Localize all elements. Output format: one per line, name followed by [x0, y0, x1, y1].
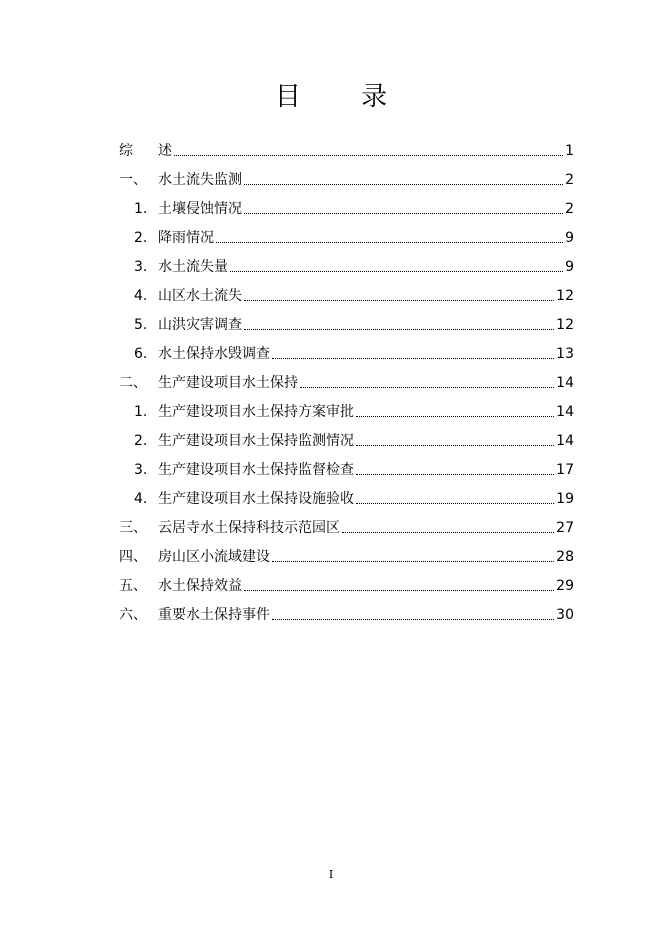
toc-entry[interactable] [119, 190, 574, 219]
toc-entry-number: 6. [134, 346, 148, 362]
toc-entry-label: 山区水土流失 [158, 288, 242, 304]
toc-dot-leader [272, 357, 554, 359]
toc-entry-label: 生产建设项目水土保持监测情况 [158, 433, 354, 449]
toc-entry[interactable] [119, 306, 574, 335]
toc-entry-page: 14 [556, 375, 574, 391]
toc-entry[interactable] [119, 480, 574, 509]
toc-entry-label: 水土流失监测 [158, 172, 242, 188]
toc-entry-number: 三、 [119, 520, 147, 536]
toc-entry[interactable] [119, 567, 574, 596]
toc-entry-page: 14 [556, 404, 574, 420]
toc-entry-number: 六、 [119, 607, 147, 623]
toc-entry-label: 云居寺水土保持科技示范园区 [158, 520, 340, 536]
toc-entry[interactable] [119, 393, 574, 422]
toc-entry-label: 生产建设项目水土保持方案审批 [158, 404, 354, 420]
toc-dot-leader [244, 328, 554, 330]
toc-entry-label: 生产建设项目水土保持监督检查 [158, 462, 354, 478]
toc-entry[interactable] [119, 596, 574, 625]
toc-dot-leader [356, 502, 554, 504]
toc-entry-label: 述 [158, 143, 172, 159]
toc-dot-leader [272, 560, 554, 562]
toc-entry-number: 2. [134, 230, 148, 246]
toc-entry-number: 3. [134, 462, 148, 478]
toc-entry-label: 水土保持效益 [158, 578, 242, 594]
toc-entry-label: 山洪灾害调查 [158, 317, 242, 333]
toc-entry-page: 14 [556, 433, 574, 449]
toc-dot-leader [216, 241, 563, 243]
toc-entry[interactable] [119, 422, 574, 451]
toc-entry-number: 1. [134, 404, 148, 420]
toc-dot-leader [244, 299, 554, 301]
toc-entry-number: 一、 [119, 172, 147, 188]
toc-entry-number: 综 [119, 143, 151, 159]
toc-entry-page: 28 [556, 549, 574, 565]
toc-entry-page: 12 [556, 288, 574, 304]
toc-entry-number: 二、 [119, 375, 147, 391]
toc-dot-leader [244, 183, 563, 185]
toc-entry-page: 12 [556, 317, 574, 333]
toc-entry[interactable] [119, 538, 574, 567]
toc-dot-leader [356, 473, 554, 475]
toc-entry[interactable] [119, 364, 574, 393]
toc-dot-leader [300, 386, 554, 388]
toc-entry-label: 房山区小流域建设 [158, 549, 270, 565]
toc-entry-label: 水土流失量 [158, 259, 228, 275]
toc-entry-page: 29 [556, 578, 574, 594]
toc-entry-number: 1. [134, 201, 148, 217]
toc-entry-number: 2. [134, 433, 148, 449]
toc-entry-label: 土壤侵蚀情况 [158, 201, 242, 217]
toc-entry[interactable] [119, 335, 574, 364]
toc-title: 目 录 [274, 82, 414, 112]
toc-entry[interactable] [119, 277, 574, 306]
toc-entry-number: 3. [134, 259, 148, 275]
toc-dot-leader [356, 415, 554, 417]
toc-entry[interactable] [119, 219, 574, 248]
toc-dot-leader [356, 444, 554, 446]
table-of-contents [119, 132, 574, 625]
toc-entry-page: 1 [565, 143, 574, 159]
toc-entry-label: 重要水土保持事件 [158, 607, 270, 623]
toc-entry[interactable] [119, 248, 574, 277]
toc-entry-page: 9 [565, 230, 574, 246]
toc-entry-number: 五、 [119, 578, 147, 594]
toc-entry[interactable] [119, 161, 574, 190]
toc-entry-page: 30 [556, 607, 574, 623]
toc-entry-page: 27 [556, 520, 574, 536]
toc-entry[interactable] [119, 509, 574, 538]
toc-entry-label: 降雨情况 [158, 230, 214, 246]
toc-entry-page: 17 [556, 462, 574, 478]
toc-entry-page: 19 [556, 491, 574, 507]
toc-dot-leader [244, 212, 563, 214]
toc-entry-number: 4. [134, 491, 148, 507]
page-number: I [328, 868, 334, 881]
toc-entry[interactable] [119, 451, 574, 480]
toc-entry-page: 9 [565, 259, 574, 275]
toc-dot-leader [230, 270, 563, 272]
toc-dot-leader [174, 154, 563, 156]
toc-entry-page: 2 [565, 201, 574, 217]
toc-entry-label: 水土保持水毁调查 [158, 346, 270, 362]
toc-entry-number: 四、 [119, 549, 147, 565]
toc-entry-page: 2 [565, 172, 574, 188]
toc-entry[interactable] [119, 132, 574, 161]
toc-entry-label: 生产建设项目水土保持 [158, 375, 298, 391]
toc-entry-label: 生产建设项目水土保持设施验收 [158, 491, 354, 507]
toc-entry-page: 13 [556, 346, 574, 362]
toc-dot-leader [244, 589, 554, 591]
toc-dot-leader [342, 531, 554, 533]
toc-dot-leader [272, 618, 554, 620]
toc-entry-number: 5. [134, 317, 148, 333]
toc-entry-number: 4. [134, 288, 148, 304]
